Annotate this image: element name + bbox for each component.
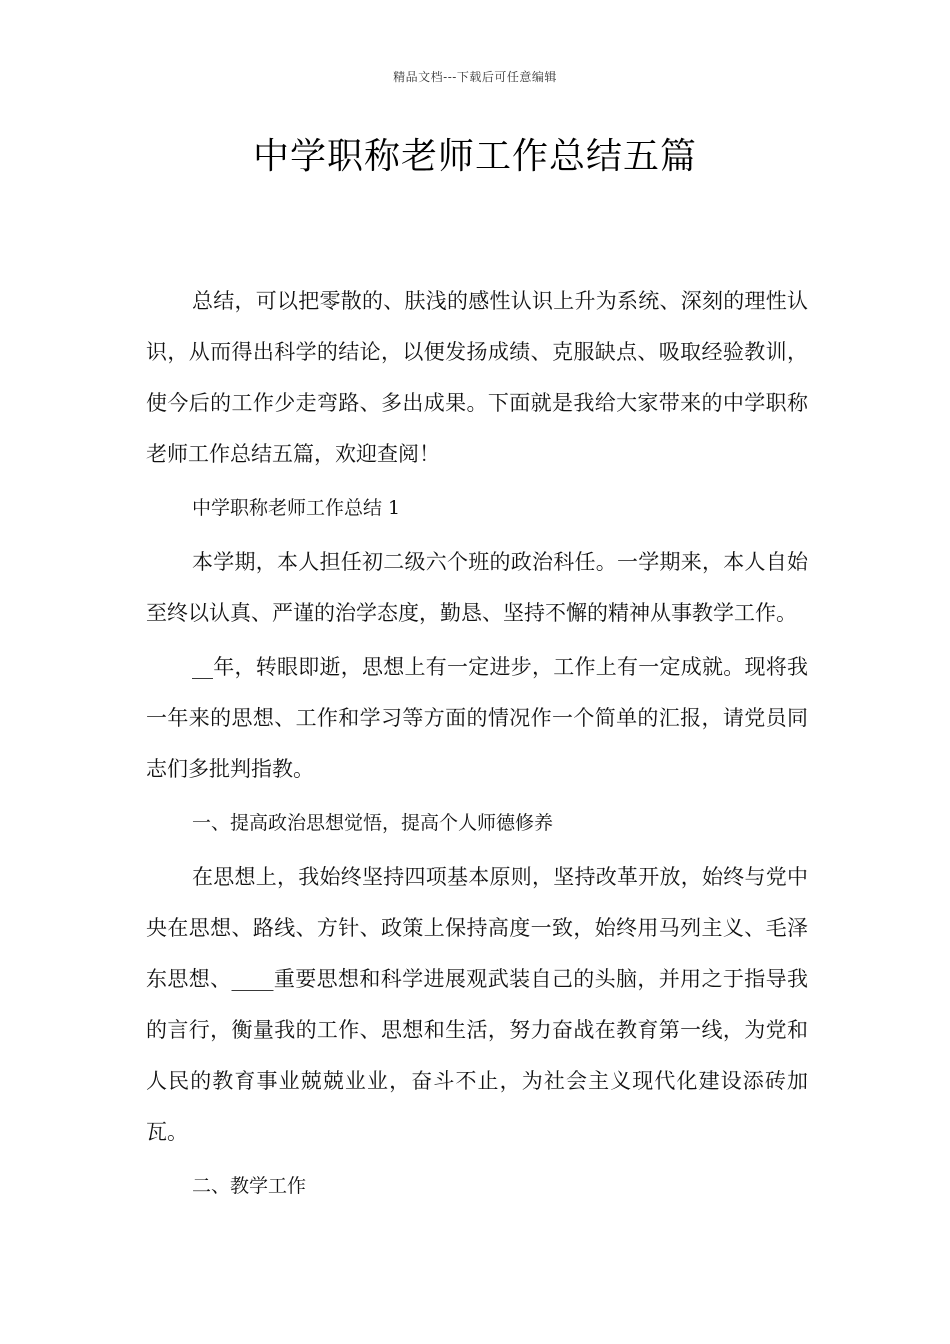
section-heading-summary-1: 中学职称老师工作总结 1 xyxy=(192,497,401,519)
header-note: 精品文档---下载后可任意编辑 xyxy=(393,70,557,84)
body-paragraph: __年，转眼即逝，思想上有一定进步，工作上有一定成就。现将我一年来的思想、工作和学习等方面的情况作一个简单的汇报，请党员同志们多批判指教。 xyxy=(146,655,808,781)
body-paragraph: 本学期，本人担任初二级六个班的政治科任。一学期来，本人自始至终以认真、严谨的治学态度，勤恳、坚持不懈的精神从事教学工作。 xyxy=(146,550,808,625)
section-heading-teaching: 二、教学工作 xyxy=(192,1175,307,1197)
document-title: 中学职称老师工作总结五篇 xyxy=(252,136,697,177)
document-body xyxy=(146,276,808,1215)
body-paragraph: 在思想上，我始终坚持四项基本原则，坚持改革开放，始终与党中央在思想、路线、方针、政策上保持高度一致，始终用马列主义、毛泽东思想、____重要思想和科学进展观武装自己的头脑，并用之于指导我的言行，衡量我的工作、思想和生活，努力奋战在教育第一线，为党和人民的教育事业兢兢业业，奋斗不止，为社会主义现代化建设添砖加瓦。 xyxy=(146,865,808,1144)
intro-paragraph: 总结，可以把零散的、肤浅的感性认识上升为系统、深刻的理性认识，从而得出科学的结论，以便发扬成绩、克服缺点、吸取经验教训，使今后的工作少走弯路、多出成果。下面就是我给大家带来的中学职称老师工作总结五篇，欢迎查阅！ xyxy=(146,289,808,466)
section-heading-politics: 一、提高政治思想觉悟，提高个人师德修养 xyxy=(192,812,554,834)
